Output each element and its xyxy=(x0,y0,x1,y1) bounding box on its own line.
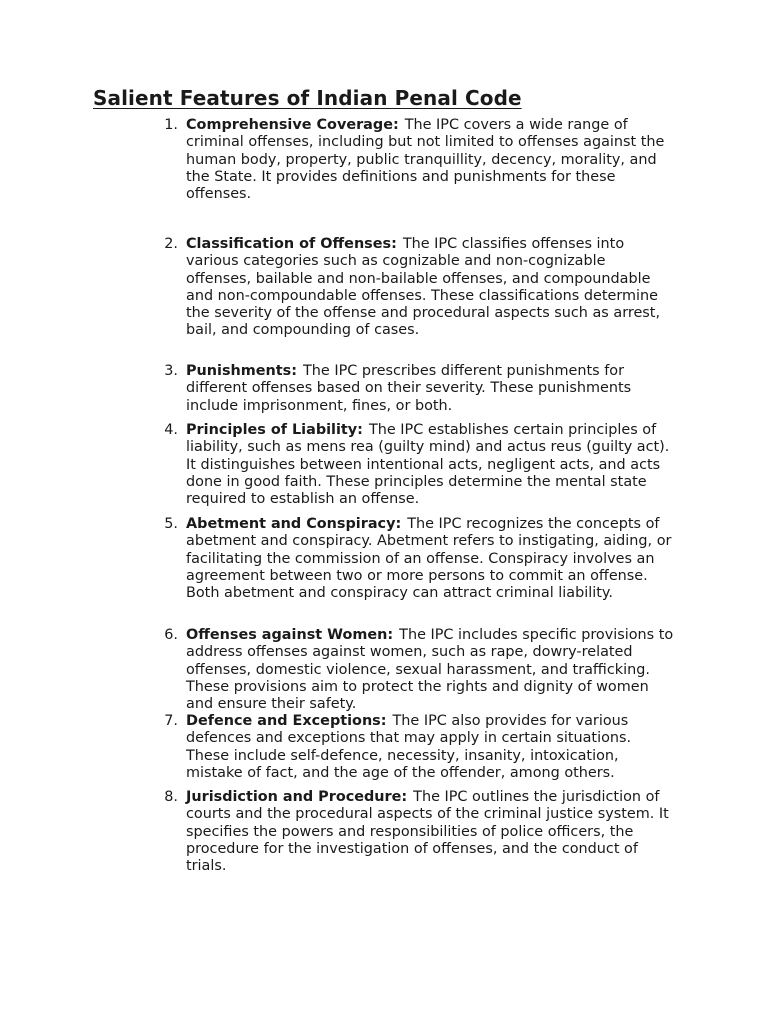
list-item-text: The IPC also provides for various defences and exceptions that may apply in certain situations. These include self-defence, necessity, insanity, intoxication, mistake of fact, and the age of the offender, among others. xyxy=(186,713,632,781)
list-item-term: Jurisdiction and Procedure: xyxy=(186,789,408,805)
list-item-defence-and-exceptions xyxy=(150,713,675,782)
list-item-classification-of-offenses xyxy=(150,236,675,340)
list-item-text: The IPC covers a wide range of criminal offenses, including but not limited to offenses against the human body, property, public tranquillity, decency, morality, and the State. It provides definitions and punishments for these offenses. xyxy=(186,117,665,203)
list-item-term: Abetment and Conspiracy: xyxy=(186,516,402,532)
list-item-number: 3. xyxy=(164,363,178,379)
list-item-number: 4. xyxy=(164,422,178,438)
list-item-offenses-against-women xyxy=(150,627,675,713)
list-item-principles-of-liability xyxy=(150,422,675,508)
list-item-number: 7. xyxy=(164,713,178,729)
list-item-number: 8. xyxy=(164,789,178,805)
list-item-text: The IPC classifies offenses into various categories such as cognizable and non-cognizable offenses, bailable and non-bailable offenses, and compoundable and non-compoundable offenses. These classifications determine the severity of the offense and procedural aspects such as arrest, bail, and compounding of cases. xyxy=(186,236,661,339)
list-item-body xyxy=(186,516,675,602)
list-item-number: 1. xyxy=(164,117,178,133)
list-item-term: Comprehensive Coverage: xyxy=(186,117,399,133)
list-item-comprehensive-coverage xyxy=(150,117,675,203)
list-item-term: Punishments: xyxy=(186,363,297,379)
list-item-text: The IPC outlines the jurisdiction of courts and the procedural aspects of the criminal justice system. It specifies the powers and responsibilities of police officers, the procedure for the investigation of offenses, and the conduct of trials. xyxy=(186,789,669,875)
list-item-number: 6. xyxy=(164,627,178,643)
list-item-term: Principles of Liability: xyxy=(186,422,363,438)
list-item-text: The IPC recognizes the concepts of abetment and conspiracy. Abetment refers to instigating, aiding, or facilitating the commission of an offense. Conspiracy involves an agreement between two or more persons to commit an offense. Both abetment and conspiracy can attract criminal liability. xyxy=(186,516,672,602)
list-item-body xyxy=(186,713,675,782)
list-item-text: The IPC includes specific provisions to address offenses against women, such as rape, dowry-related offenses, domestic violence, sexual harassment, and trafficking. These provisions aim to protect the rights and dignity of women and ensure their safety. xyxy=(186,627,674,713)
page-title: Salient Features of Indian Penal Code xyxy=(93,86,522,110)
list-item-body xyxy=(186,789,675,875)
list-item-body xyxy=(186,117,675,203)
list-item-abetment-and-conspiracy xyxy=(150,516,675,602)
list-item-text: The IPC establishes certain principles of liability, such as mens rea (guilty mind) and actus reus (guilty act). It distinguishes between intentional acts, negligent acts, and acts done in good faith. These principles determine the mental state required to establish an offense. xyxy=(186,422,670,508)
list-item-body xyxy=(186,627,675,713)
list-item-term: Offenses against Women: xyxy=(186,627,394,643)
list-item-text: The IPC prescribes different punishments for different offenses based on their severity. These punishments include imprisonment, fines, or both. xyxy=(186,363,632,414)
list-item-term: Defence and Exceptions: xyxy=(186,713,387,729)
list-item-body xyxy=(186,363,675,415)
list-item-number: 2. xyxy=(164,236,178,252)
list-item-term: Classification of Offenses: xyxy=(186,236,397,252)
list-item-punishments xyxy=(150,363,675,415)
list-item-body xyxy=(186,236,675,340)
list-item-number: 5. xyxy=(164,516,178,532)
list-item-body xyxy=(186,422,675,508)
list-item-jurisdiction-and-procedure xyxy=(150,789,675,875)
